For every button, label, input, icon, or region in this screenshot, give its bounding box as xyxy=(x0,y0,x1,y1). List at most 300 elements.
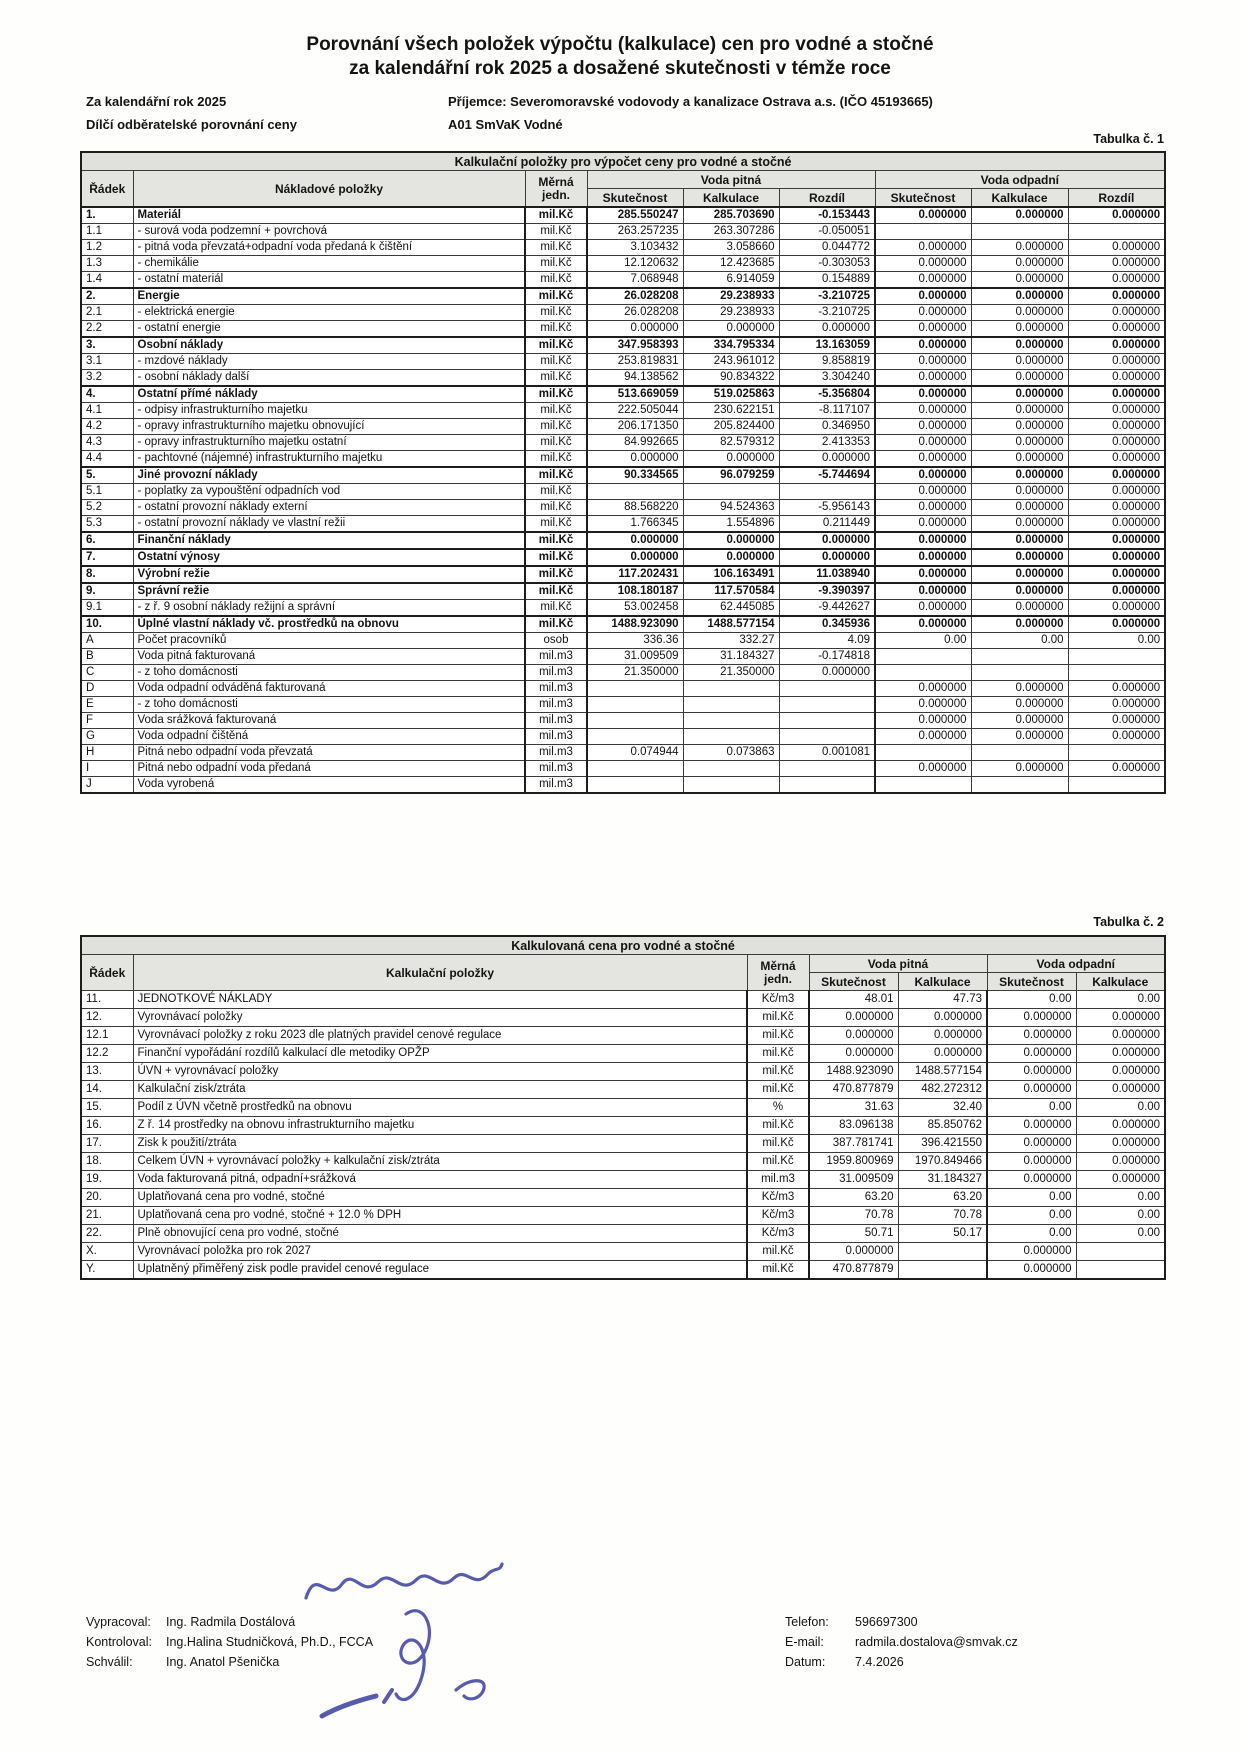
table-cell: 205.824400 xyxy=(683,419,779,435)
table-cell: 0.000000 xyxy=(987,1153,1076,1171)
table-cell: A xyxy=(81,633,133,649)
table-cell: 0.000000 xyxy=(875,370,971,387)
table-cell: 21.350000 xyxy=(587,665,683,681)
table-cell xyxy=(971,777,1068,794)
table-cell: 0.00 xyxy=(971,633,1068,649)
table-cell: mil.m3 xyxy=(525,649,587,665)
table-cell: 4. xyxy=(81,386,133,403)
table-cell: - pitná voda převzatá+odpadní voda předaná k čištění xyxy=(133,240,525,256)
meta-right xyxy=(448,90,933,136)
table1-kalkulacni-polozky xyxy=(80,151,1166,794)
table-cell: mil.m3 xyxy=(525,777,587,794)
table2-header xyxy=(81,936,1165,991)
col-header-items: Nákladové položky xyxy=(133,171,525,208)
table-cell: mil.Kč xyxy=(747,1243,809,1261)
table-cell: 1488.577154 xyxy=(683,616,779,633)
table-cell xyxy=(683,761,779,777)
table-cell: 0.000000 xyxy=(683,532,779,549)
table2-label: Tabulka č. 2 xyxy=(1093,915,1164,929)
col-header-unit xyxy=(747,955,809,991)
meta-left xyxy=(86,90,297,136)
table-cell: 285.550247 xyxy=(587,207,683,224)
table-cell: mil.Kč xyxy=(747,1261,809,1280)
table-cell: - z ř. 9 osobní náklady režijní a správní xyxy=(133,600,525,617)
table-cell: 0.000000 xyxy=(987,1081,1076,1099)
table-cell xyxy=(779,729,875,745)
table-cell: - opravy infrastrukturního majetku obnovující xyxy=(133,419,525,435)
table-cell: 90.334565 xyxy=(587,467,683,484)
table-cell: Ostatní výnosy xyxy=(133,549,525,566)
col-header-kalkulace-odpadni: Kalkulace xyxy=(1076,973,1165,991)
table-cell: 0.000000 xyxy=(1076,1045,1165,1063)
table-cell: 1488.923090 xyxy=(587,616,683,633)
table-cell: - ostatní materiál xyxy=(133,272,525,289)
table-cell: 1970.849466 xyxy=(898,1153,987,1171)
table-cell: 4.4 xyxy=(81,451,133,468)
table-row xyxy=(81,777,1165,794)
table-cell: E xyxy=(81,697,133,713)
table-cell: -5.956143 xyxy=(779,500,875,516)
table-cell: mil.Kč xyxy=(747,1117,809,1135)
table-cell: 0.000000 xyxy=(1068,403,1165,419)
col-header-kalkulace-odpadni: Kalkulace xyxy=(971,189,1068,208)
table-cell: 82.579312 xyxy=(683,435,779,451)
table-cell: mil.Kč xyxy=(525,272,587,289)
table-cell: 0.000000 xyxy=(809,1045,898,1063)
table-cell: mil.Kč xyxy=(747,1045,809,1063)
table-cell: 0.000000 xyxy=(1068,321,1165,338)
table-cell: 263.307286 xyxy=(683,224,779,240)
table-cell: 0.000000 xyxy=(779,549,875,566)
table-cell: 0.000000 xyxy=(987,1243,1076,1261)
table-cell: - opravy infrastrukturního majetku ostatní xyxy=(133,435,525,451)
group-header-voda-pitna: Voda pitná xyxy=(809,955,987,973)
table-row xyxy=(81,761,1165,777)
table-cell: mil.m3 xyxy=(525,761,587,777)
table-cell: mil.Kč xyxy=(525,337,587,354)
table-cell: 15. xyxy=(81,1099,133,1117)
table-cell: 3.2 xyxy=(81,370,133,387)
table-cell: 9.858819 xyxy=(779,354,875,370)
table-cell: 0.000000 xyxy=(1076,1117,1165,1135)
table-cell: 83.096138 xyxy=(809,1117,898,1135)
table-cell: 0.000000 xyxy=(875,256,971,272)
table-cell: 62.445085 xyxy=(683,600,779,617)
table-cell: 0.000000 xyxy=(1068,240,1165,256)
table-cell: 0.000000 xyxy=(875,713,971,729)
table-cell xyxy=(587,713,683,729)
table-row xyxy=(81,583,1165,600)
meta-unit-code: A01 SmVaK Vodné xyxy=(448,117,563,132)
table-cell: -0.153443 xyxy=(779,207,875,224)
table-cell: 0.000000 xyxy=(875,681,971,697)
table-row xyxy=(81,616,1165,633)
table-cell: 3.103432 xyxy=(587,240,683,256)
col-header-unit-line1: Měrná xyxy=(538,174,574,189)
table-cell: 0.000000 xyxy=(971,321,1068,338)
table-cell: 5.3 xyxy=(81,516,133,533)
table-cell: 0.000000 xyxy=(987,1045,1076,1063)
table-row xyxy=(81,403,1165,419)
table-cell: 0.000000 xyxy=(875,321,971,338)
table-cell: 243.961012 xyxy=(683,354,779,370)
table-cell: 0.00 xyxy=(1076,1207,1165,1225)
table-cell: 0.000000 xyxy=(875,583,971,600)
table-cell: 31.184327 xyxy=(683,649,779,665)
table-cell: Finanční náklady xyxy=(133,532,525,549)
table-cell: 0.000000 xyxy=(779,321,875,338)
table-cell: 0.000000 xyxy=(987,1117,1076,1135)
table-row xyxy=(81,484,1165,500)
table-cell: 13. xyxy=(81,1063,133,1081)
table-cell: % xyxy=(747,1099,809,1117)
table-cell: 85.850762 xyxy=(898,1117,987,1135)
table-cell: 0.211449 xyxy=(779,516,875,533)
table-cell: 0.000000 xyxy=(1068,697,1165,713)
table-cell: mil.Kč xyxy=(525,256,587,272)
table-cell: - mzdové náklady xyxy=(133,354,525,370)
table-row xyxy=(81,745,1165,761)
page-title xyxy=(0,33,1240,81)
table-cell: 17. xyxy=(81,1135,133,1153)
table-cell xyxy=(683,777,779,794)
table-row xyxy=(81,1189,1165,1207)
table-cell xyxy=(587,484,683,500)
table-cell: 0.000000 xyxy=(875,451,971,468)
table-row xyxy=(81,649,1165,665)
table-cell: Y. xyxy=(81,1261,133,1280)
table-row xyxy=(81,665,1165,681)
table-cell: mil.Kč xyxy=(525,370,587,387)
table-cell xyxy=(1068,224,1165,240)
table-cell: 6. xyxy=(81,532,133,549)
table-cell: 2. xyxy=(81,288,133,305)
table-cell: 1.1 xyxy=(81,224,133,240)
table-cell: 4.3 xyxy=(81,435,133,451)
table-cell: 0.000000 xyxy=(1068,761,1165,777)
table-cell: 0.000000 xyxy=(971,337,1068,354)
table-cell xyxy=(587,681,683,697)
table-cell: 263.257235 xyxy=(587,224,683,240)
table-cell: 0.000000 xyxy=(875,500,971,516)
table-cell: 334.795334 xyxy=(683,337,779,354)
table-row xyxy=(81,207,1165,224)
table-cell: 31.009509 xyxy=(587,649,683,665)
table-cell: mil.Kč xyxy=(525,240,587,256)
table-cell: 0.000000 xyxy=(987,1171,1076,1189)
table-cell: 12. xyxy=(81,1009,133,1027)
table-cell: 206.171350 xyxy=(587,419,683,435)
table-cell: 222.505044 xyxy=(587,403,683,419)
col-header-rozdil-pitna: Rozdíl xyxy=(779,189,875,208)
table-cell: 47.73 xyxy=(898,991,987,1009)
table-row xyxy=(81,681,1165,697)
table-cell: 11.038940 xyxy=(779,566,875,583)
table-cell: 0.000000 xyxy=(971,419,1068,435)
table-cell: 0.000000 xyxy=(875,305,971,321)
table-row xyxy=(81,337,1165,354)
table-cell: 12.2 xyxy=(81,1045,133,1063)
table-cell: Ostatní přímé náklady xyxy=(133,386,525,403)
table-cell: 0.000000 xyxy=(683,451,779,468)
table-cell: 26.028208 xyxy=(587,288,683,305)
group-header-voda-pitna: Voda pitná xyxy=(587,171,875,189)
table-cell: X. xyxy=(81,1243,133,1261)
table-cell: 0.000000 xyxy=(971,305,1068,321)
table-cell: 0.000000 xyxy=(875,484,971,500)
table-row xyxy=(81,419,1165,435)
table1-header xyxy=(81,152,1165,207)
table-cell: mil.Kč xyxy=(525,386,587,403)
table-cell: Uplatněný přiměřený zisk podle pravidel cenové regulace xyxy=(133,1261,747,1280)
table-cell: 3. xyxy=(81,337,133,354)
table2-group-header-row xyxy=(81,955,1165,973)
footer-value: radmila.dostalova@smvak.cz xyxy=(855,1635,1018,1649)
table-row xyxy=(81,288,1165,305)
table-cell: 0.000000 xyxy=(683,321,779,338)
table2-title-row xyxy=(81,936,1165,955)
table-cell: 0.000000 xyxy=(875,761,971,777)
table-cell: 0.000000 xyxy=(1076,1009,1165,1027)
table-cell xyxy=(1068,649,1165,665)
table-cell: 0.000000 xyxy=(875,337,971,354)
table-cell: G xyxy=(81,729,133,745)
table-cell: 0.00 xyxy=(987,991,1076,1009)
table-cell: 29.238933 xyxy=(683,305,779,321)
table-cell: Osobní náklady xyxy=(133,337,525,354)
table-cell: 0.346950 xyxy=(779,419,875,435)
table-cell: 0.000000 xyxy=(1068,566,1165,583)
table-cell: 0.000000 xyxy=(875,354,971,370)
table-cell: mil.Kč xyxy=(525,435,587,451)
table-cell: -9.390397 xyxy=(779,583,875,600)
table-cell: 0.000000 xyxy=(971,467,1068,484)
col-header-skutecnost-odpadni: Skutečnost xyxy=(875,189,971,208)
table-cell: mil.m3 xyxy=(525,729,587,745)
table-row xyxy=(81,697,1165,713)
table-cell: 0.000000 xyxy=(1076,1171,1165,1189)
table-row xyxy=(81,272,1165,289)
table-row xyxy=(81,713,1165,729)
table-cell: -0.174818 xyxy=(779,649,875,665)
table-row xyxy=(81,240,1165,256)
table-cell: 0.00 xyxy=(1076,1189,1165,1207)
table-cell: 117.202431 xyxy=(587,566,683,583)
table-cell: 0.345936 xyxy=(779,616,875,633)
table-row xyxy=(81,1261,1165,1280)
table-cell: - poplatky za vypouštění odpadních vod xyxy=(133,484,525,500)
table-cell: 0.000000 xyxy=(1068,549,1165,566)
table-cell: - surová voda podzemní + povrchová xyxy=(133,224,525,240)
table-cell: 0.000000 xyxy=(1068,484,1165,500)
table-cell xyxy=(875,224,971,240)
footer-value: 7.4.2026 xyxy=(855,1655,904,1669)
table-cell: mil.Kč xyxy=(747,1135,809,1153)
table-cell: 48.01 xyxy=(809,991,898,1009)
table-row xyxy=(81,435,1165,451)
table-cell: 0.000000 xyxy=(987,1009,1076,1027)
table-cell: 0.154889 xyxy=(779,272,875,289)
table-cell: 5.1 xyxy=(81,484,133,500)
table-cell: 2.1 xyxy=(81,305,133,321)
table-cell xyxy=(971,649,1068,665)
table-cell: Správní režie xyxy=(133,583,525,600)
table-cell: 0.000000 xyxy=(971,583,1068,600)
table-cell: 4.09 xyxy=(779,633,875,649)
table-cell: Vyrovnávací položky xyxy=(133,1009,747,1027)
table-cell: Z ř. 14 prostředky na obnovu infrastrukturního majetku xyxy=(133,1117,747,1135)
footer-value: Ing.Halina Studničková, Ph.D., FCCA xyxy=(166,1635,374,1649)
table-row xyxy=(81,1099,1165,1117)
table-cell xyxy=(587,777,683,794)
col-header-kalkulace-pitna: Kalkulace xyxy=(898,973,987,991)
table-cell: 0.000000 xyxy=(587,549,683,566)
col-header-rozdil-odpadni: Rozdíl xyxy=(1068,189,1165,208)
table1-title: Kalkulační položky pro výpočet ceny pro vodné a stočné xyxy=(81,152,1165,171)
table-cell: mil.Kč xyxy=(747,1027,809,1045)
table-cell xyxy=(971,665,1068,681)
table-cell: mil.m3 xyxy=(525,665,587,681)
table-cell: B xyxy=(81,649,133,665)
table-cell: 0.001081 xyxy=(779,745,875,761)
page-title-line2: za kalendářní rok 2025 a dosažené skutečnosti v témže roce xyxy=(349,58,891,79)
table-cell: 32.40 xyxy=(898,1099,987,1117)
table-cell: 7. xyxy=(81,549,133,566)
table-cell: 1488.923090 xyxy=(809,1063,898,1081)
table-cell: 0.044772 xyxy=(779,240,875,256)
table-cell: 519.025863 xyxy=(683,386,779,403)
table-cell: 6.914059 xyxy=(683,272,779,289)
table-cell xyxy=(587,697,683,713)
table-row xyxy=(81,549,1165,566)
table-cell: 3.304240 xyxy=(779,370,875,387)
table-cell: 0.000000 xyxy=(1068,354,1165,370)
table-cell: 0.000000 xyxy=(971,697,1068,713)
table-cell: 106.163491 xyxy=(683,566,779,583)
footer-label: Schválil: xyxy=(86,1655,133,1669)
table-cell: -9.442627 xyxy=(779,600,875,617)
table-cell: 1.3 xyxy=(81,256,133,272)
table-cell: H xyxy=(81,745,133,761)
table-cell: mil.m3 xyxy=(747,1171,809,1189)
table-cell: mil.m3 xyxy=(525,713,587,729)
table-cell: Jiné provozní náklady xyxy=(133,467,525,484)
table-cell: mil.Kč xyxy=(525,419,587,435)
table-row xyxy=(81,1171,1165,1189)
table-cell: 31.009509 xyxy=(809,1171,898,1189)
table-cell: 396.421550 xyxy=(898,1135,987,1153)
table-cell: mil.Kč xyxy=(525,516,587,533)
table-cell: 96.079259 xyxy=(683,467,779,484)
table-row xyxy=(81,532,1165,549)
table-cell: 7.068948 xyxy=(587,272,683,289)
table-cell: 0.000000 xyxy=(1068,207,1165,224)
table1-body xyxy=(81,207,1165,793)
table-cell: 0.000000 xyxy=(1068,256,1165,272)
table-cell: Voda odpadní čištěná xyxy=(133,729,525,745)
table-cell xyxy=(1076,1261,1165,1280)
table-cell: mil.Kč xyxy=(525,451,587,468)
table-cell: - z toho domácnosti xyxy=(133,665,525,681)
table-cell: 0.000000 xyxy=(875,566,971,583)
table-cell xyxy=(971,745,1068,761)
table-cell: 0.000000 xyxy=(971,729,1068,745)
table-cell: 470.877879 xyxy=(809,1261,898,1280)
table-cell: 8. xyxy=(81,566,133,583)
table-cell: 5.2 xyxy=(81,500,133,516)
table-cell: mil.m3 xyxy=(525,681,587,697)
table-cell: 0.000000 xyxy=(971,713,1068,729)
table-cell: mil.Kč xyxy=(525,354,587,370)
table-cell: 0.00 xyxy=(1076,1099,1165,1117)
table-cell: osob xyxy=(525,633,587,649)
footer-label: Telefon: xyxy=(785,1615,829,1629)
table-row xyxy=(81,1135,1165,1153)
table-cell: Vyrovnávací položka pro rok 2027 xyxy=(133,1243,747,1261)
table-cell: -0.050051 xyxy=(779,224,875,240)
table-cell: 84.992665 xyxy=(587,435,683,451)
signature-handwriting xyxy=(288,1556,528,1736)
table-cell: 0.000000 xyxy=(1068,616,1165,633)
table-cell: 22. xyxy=(81,1225,133,1243)
table-cell: 285.703690 xyxy=(683,207,779,224)
table-cell: 0.000000 xyxy=(683,549,779,566)
table-cell: Voda odpadní odváděná fakturovaná xyxy=(133,681,525,697)
table-cell: - pachtovné (nájemné) infrastrukturního majetku xyxy=(133,451,525,468)
table-cell: 88.568220 xyxy=(587,500,683,516)
table-cell: 0.000000 xyxy=(875,516,971,533)
table-row xyxy=(81,467,1165,484)
table-cell: - ostatní provozní náklady ve vlastní režii xyxy=(133,516,525,533)
table-row xyxy=(81,729,1165,745)
table-cell: 0.000000 xyxy=(987,1261,1076,1280)
table-cell: mil.Kč xyxy=(525,532,587,549)
table-cell: Finanční vypořádání rozdílů kalkulací dle metodiky OPŽP xyxy=(133,1045,747,1063)
table-cell: 19. xyxy=(81,1171,133,1189)
table-cell: D xyxy=(81,681,133,697)
table-cell: 0.000000 xyxy=(875,729,971,745)
table-cell: 0.000000 xyxy=(971,532,1068,549)
table-cell: 63.20 xyxy=(898,1189,987,1207)
table-cell: mil.m3 xyxy=(525,745,587,761)
table-cell: Uplatňovaná cena pro vodné, stočné xyxy=(133,1189,747,1207)
table-cell: 0.000000 xyxy=(1068,583,1165,600)
table-cell: 0.000000 xyxy=(1068,337,1165,354)
table-cell: 0.000000 xyxy=(971,761,1068,777)
table-cell xyxy=(971,224,1068,240)
table-cell: 16. xyxy=(81,1117,133,1135)
table-cell: 0.000000 xyxy=(875,207,971,224)
table-cell xyxy=(875,649,971,665)
table-cell: mil.Kč xyxy=(747,1009,809,1027)
meta-comparison-type: Dílčí odběratelské porovnání ceny xyxy=(86,117,297,132)
table-cell: mil.Kč xyxy=(525,549,587,566)
table-row xyxy=(81,1081,1165,1099)
table-cell xyxy=(875,745,971,761)
table-cell: 0.000000 xyxy=(1068,681,1165,697)
table-cell: Voda srážková fakturovaná xyxy=(133,713,525,729)
group-header-voda-odpadni: Voda odpadní xyxy=(875,171,1165,189)
table-cell: 0.000000 xyxy=(809,1009,898,1027)
table-cell: J xyxy=(81,777,133,794)
table-row xyxy=(81,1243,1165,1261)
table-cell: 0.000000 xyxy=(1076,1135,1165,1153)
table-cell xyxy=(683,729,779,745)
table-cell: 513.669059 xyxy=(587,386,683,403)
table-cell xyxy=(683,484,779,500)
table-cell xyxy=(1068,777,1165,794)
table-cell: 0.000000 xyxy=(875,549,971,566)
